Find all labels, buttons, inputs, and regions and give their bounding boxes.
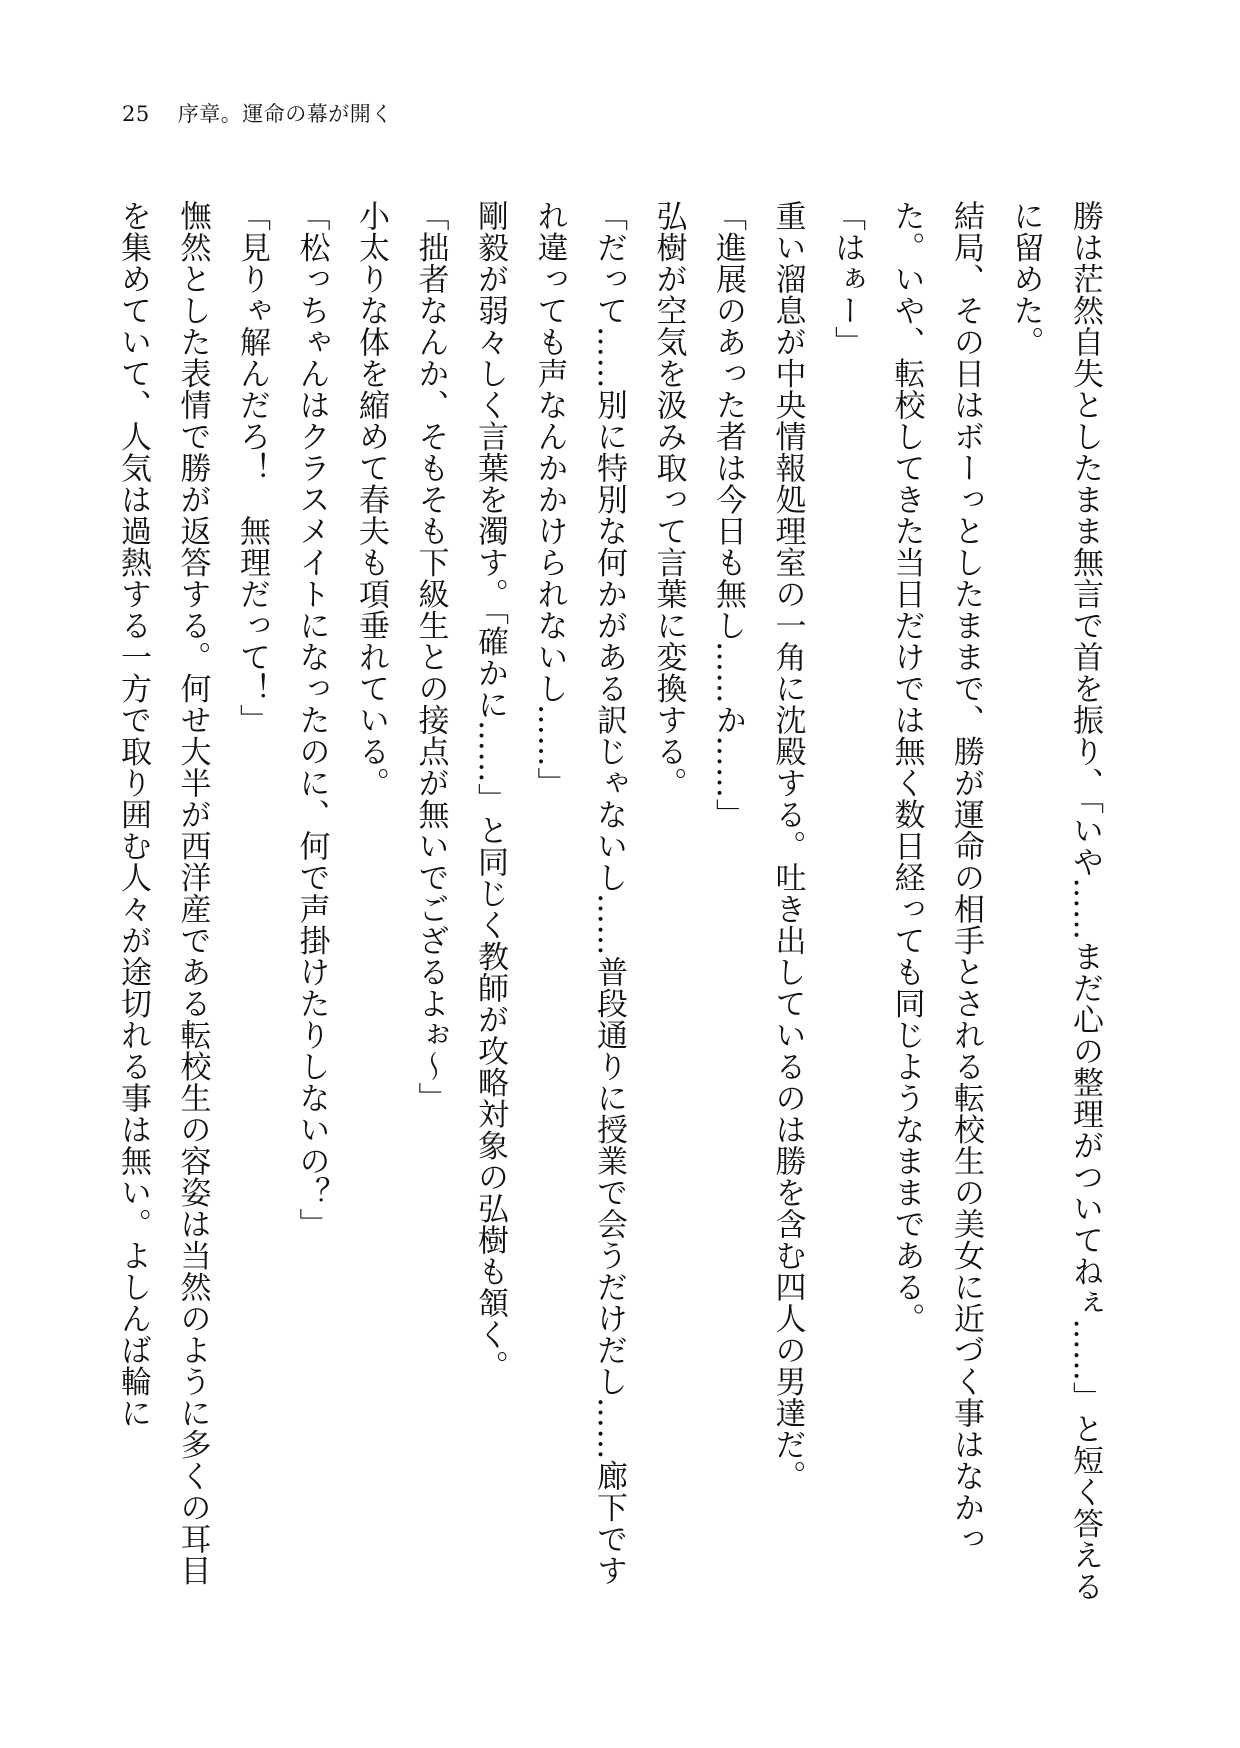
paragraph: 弘樹が空気を汲み取って言葉に変換する。 [650,200,687,799]
page-number: 25 [122,102,150,126]
running-header [122,104,393,125]
paragraph: 「拙者なんか、そもそも下級生との接点が無いでござるよぉ～」 [412,200,449,1114]
paragraph: 「見りゃ解んだろ！ 無理だって！」 [234,200,270,736]
paragraph: 「松っちゃんはクラスメイトになったのに、何で声掛けたりしないの？」 [293,200,330,1240]
paragraph: 「はぁー」 [829,200,865,358]
paragraph: 「進展のあった者は今日も無し……か……」 [710,200,746,830]
paragraph: 「だって……別に特別な何かがある訳じゃないし……普段通りに授業で会うだけだし……廊下ですれ違っても声なんかかけられないし……」 [531,200,627,1586]
paragraph: 勝は茫然自失としたまま無言で首を振り、「いや……まだ心の整理がついてねぇ……」と短く答えるに留めた。 [1007,200,1103,1602]
paragraph: 小太りな体を縮めて春夫も項垂れている。 [353,200,389,799]
paragraph: 憮然とした表情で勝が返答する。何せ大半が西洋産である転校生の容姿は当然のように多くの耳目を集めていて、人気は過熱する一方で取り囲む人々が途切れる事は無い。よしんば輪に [115,200,211,1586]
chapter-title: 序章。運命の幕が開く [177,102,393,126]
paragraph: 剛毅が弱々しく言葉を濁す。「確かに……」と同じく教師が攻略対象の弘樹も頷く。 [472,200,508,1382]
paragraph: 結局、その日はボーっとしたままで、勝が運命の相手とされる転校生の美女に近づく事はなかった。いや、転校してきた当日だけでは無く数日経っても同じようなままである。 [888,200,984,1555]
paragraph: 重い溜息が中央情報処理室の一角に沈殿する。吐き出しているのは勝を含む四人の男達だ。 [769,200,806,1492]
body-text [103,200,1115,1615]
